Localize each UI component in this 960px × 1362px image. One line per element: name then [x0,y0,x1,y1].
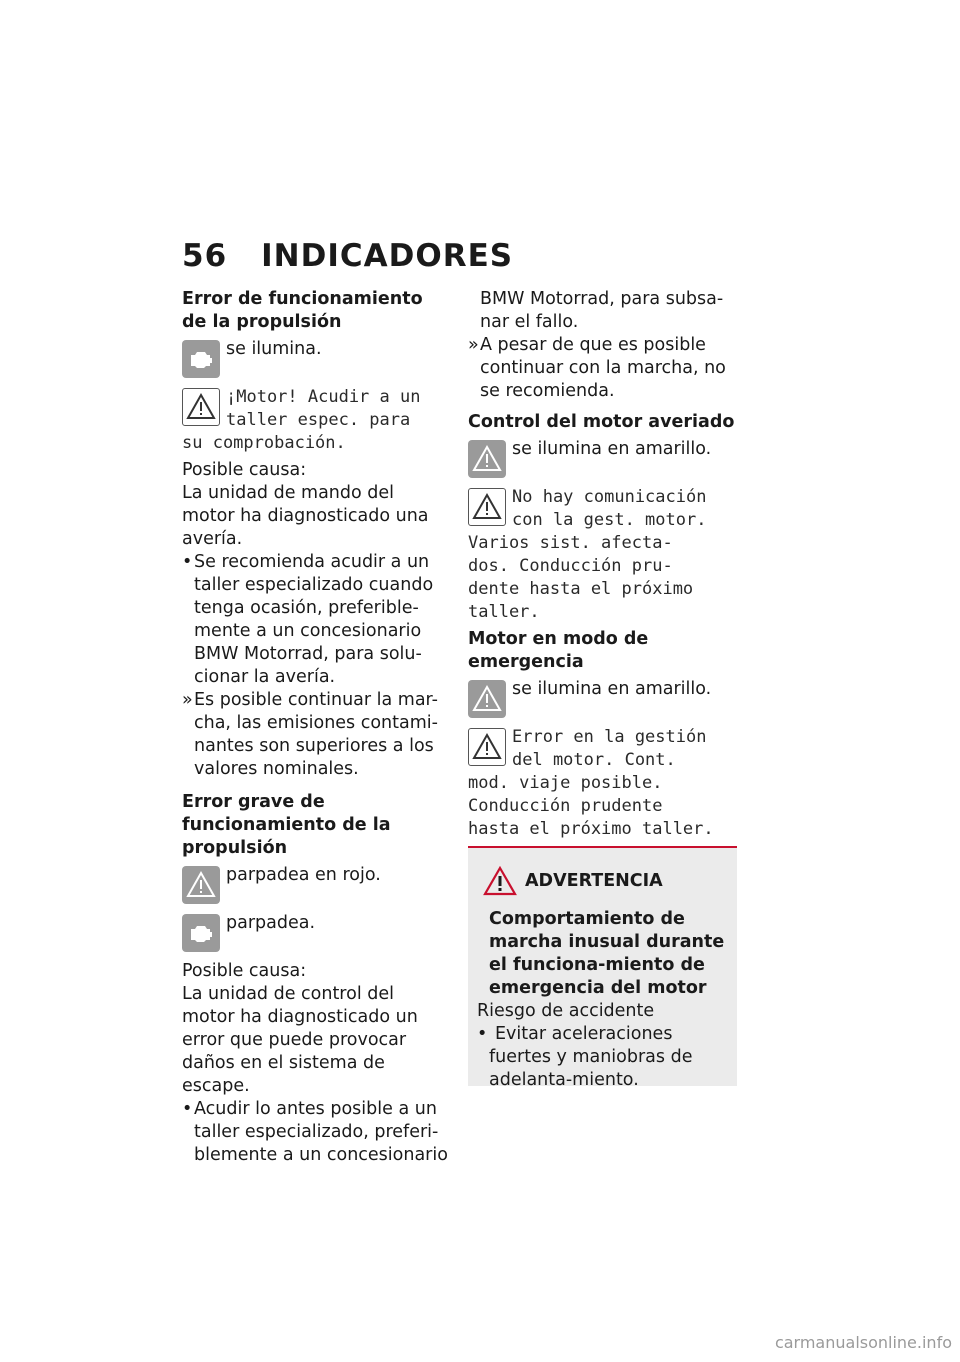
warning-triangle-icon [468,680,506,718]
bullet-marker: • [182,1099,193,1119]
page-header [182,238,513,274]
section-title-engine-control-fault: Control del motor averiado [468,412,735,432]
indicator-text: se ilumina en amarillo. [512,679,712,699]
result-marker: » [468,335,479,355]
section-title-emergency-mode: Motor en modo de emergencia [468,629,649,672]
cause-text: La unidad de mando del motor ha diagnosticado una avería. [182,483,429,549]
bullet-marker: • [477,1024,488,1044]
display-line: Varios sist. afecta- [468,533,673,553]
cause-label: Posible causa: [182,460,307,480]
warning-heading: Comportamiento de marcha inusual durante el funciona-miento de emergencia del motor [489,909,725,998]
section-title-propulsion-error: Error de funcionamiento de la propulsión [182,289,423,332]
bullet-continuation: BMW Motorrad, para subsa-nar el fallo. [480,289,724,332]
warning-triangle-icon [468,488,506,526]
left-column [182,288,448,1167]
display-line: mod. viaje posible. [468,773,663,793]
display-line: con la gest. motor. [512,510,707,530]
indicator-line [468,678,738,720]
cause-label: Posible causa: [182,961,307,981]
display-line: hasta el próximo taller. [468,819,714,839]
warning-triangle-icon [182,866,220,904]
section-title-severe-error: Error grave de funcionamiento de la propulsión [182,792,391,858]
display-line: ¡Motor! Acudir a un [226,387,421,407]
warning-triangle-icon [182,388,220,426]
indicator-line [182,912,448,954]
indicator-line [182,864,448,906]
indicator-text: parpadea. [226,913,316,933]
display-message [182,386,448,455]
warning-triangle-icon [468,440,506,478]
display-message [468,486,738,624]
warning-label: ADVERTENCIA [525,871,663,891]
result-item: » Es posible continuar la mar-cha, las emisiones contami-nantes son superiores a los valores nominales. [182,690,438,779]
bullet-item: • Se recomienda acudir a un taller especializado cuando tenga ocasión, preferible-mente a un concesionario BMW Motorrad, para solu-cionar la avería. [182,552,434,687]
display-line: taller espec. para [226,410,411,430]
indicator-line [182,338,448,380]
page-number: 56 [182,238,228,274]
page-title: INDICADORES [261,238,514,274]
display-line: No hay comunicación [512,487,707,507]
indicator-line [468,438,738,480]
watermark: carmanualsonline.info [774,1333,952,1352]
indicator-text: se ilumina. [226,339,322,359]
display-message [468,726,738,841]
indicator-text: se ilumina en amarillo. [512,439,712,459]
right-column [468,288,738,845]
display-line: Error en la gestión [512,727,707,747]
indicator-text: parpadea en rojo. [226,865,381,885]
result-marker: » [182,690,193,710]
display-line: dos. Conducción pru- [468,556,673,576]
display-line: taller. [468,602,540,622]
warning-triangle-icon [468,728,506,766]
display-line: dente hasta el próximo [468,579,694,599]
bullet-item: • Evitar aceleraciones fuertes y maniobras de adelanta-miento. [477,1024,693,1090]
display-line: Conducción prudente [468,796,663,816]
warning-exclamation-icon [483,866,517,896]
display-line: del motor. Cont. [512,750,676,770]
warning-box [468,846,737,1090]
engine-warning-icon [182,340,220,378]
cause-text: La unidad de control del motor ha diagnosticado un error que puede provocar daños en el sistema de escape. [182,984,418,1096]
bullet-marker: • [182,552,193,572]
bullet-item: • Acudir lo antes posible a un taller especializado, preferi-blemente a un concesionario [182,1099,448,1165]
warning-risk: Riesgo de accidente [477,1001,655,1021]
display-line: su comprobación. [182,433,346,453]
result-item: » A pesar de que es posible continuar con la marcha, no se recomienda. [468,335,726,401]
engine-warning-icon [182,914,220,952]
warning-header [483,866,729,896]
